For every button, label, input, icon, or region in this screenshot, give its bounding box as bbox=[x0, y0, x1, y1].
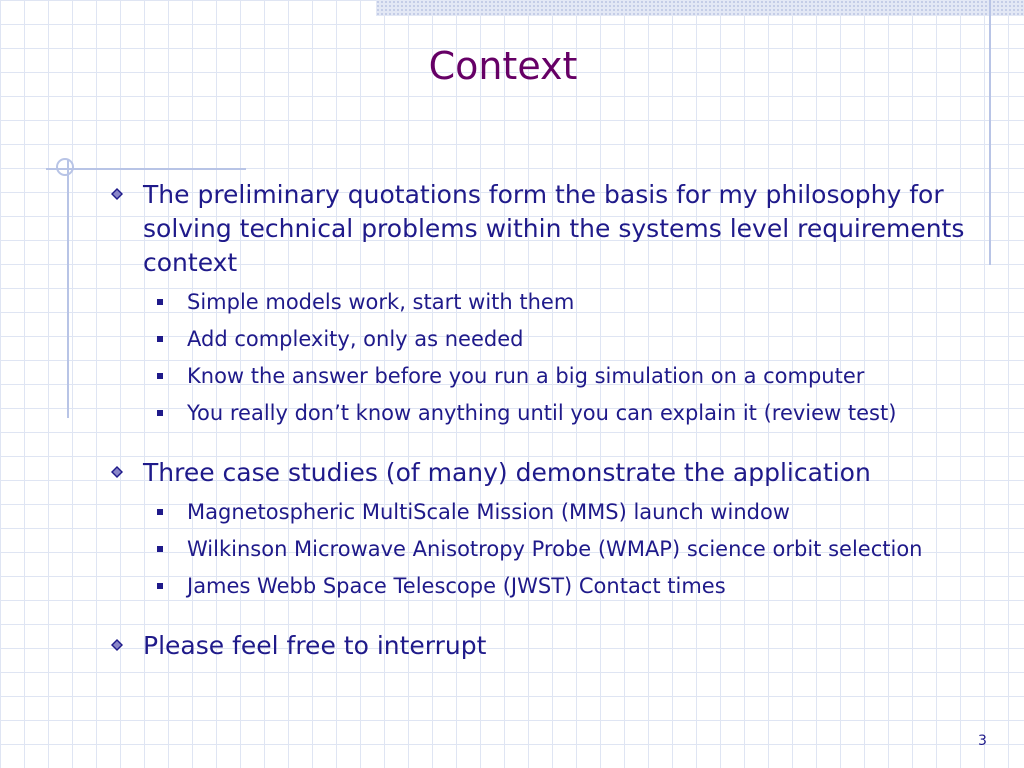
sub-bullet-item bbox=[108, 287, 968, 317]
bullet-list bbox=[108, 178, 968, 663]
square-bullet-icon bbox=[157, 546, 163, 552]
diamond-bullet-icon bbox=[111, 466, 123, 478]
decorative-horizontal-line bbox=[46, 168, 246, 170]
square-bullet-icon bbox=[157, 583, 163, 589]
sub-bullet-text: You really don’t know anything until you can explain it (review test) bbox=[187, 401, 897, 425]
diamond-bullet-icon bbox=[111, 188, 123, 200]
decorative-right-line bbox=[989, 0, 991, 265]
bullet-item bbox=[108, 629, 968, 663]
spacer bbox=[108, 601, 968, 629]
square-bullet-icon bbox=[157, 373, 163, 379]
sub-bullet-text: Simple models work, start with them bbox=[187, 290, 575, 314]
bullet-text: Three case studies (of many) demonstrate the application bbox=[143, 458, 871, 487]
sub-bullet-item bbox=[108, 398, 968, 428]
spacer bbox=[108, 428, 968, 456]
square-bullet-icon bbox=[157, 336, 163, 342]
sub-bullet-item bbox=[108, 324, 968, 354]
sub-bullet-text: Add complexity, only as needed bbox=[187, 327, 524, 351]
slide-title: Context bbox=[428, 44, 578, 88]
bullet-text: The preliminary quotations form the basis for my philosophy for solving technical problems within the systems level requirements context bbox=[143, 180, 965, 277]
sub-bullet-text: James Webb Space Telescope (JWST) Contact times bbox=[187, 574, 726, 598]
decorative-top-band bbox=[376, 0, 1024, 16]
diamond-bullet-icon bbox=[111, 639, 123, 651]
bullet-item bbox=[108, 456, 968, 490]
decorative-left-line bbox=[67, 160, 69, 418]
sub-bullet-text: Know the answer before you run a big simulation on a computer bbox=[187, 364, 865, 388]
square-bullet-icon bbox=[157, 299, 163, 305]
sub-bullet-item bbox=[108, 571, 968, 601]
page-number: 3 bbox=[978, 733, 987, 749]
decorative-circle bbox=[56, 158, 74, 176]
sub-bullet-text: Wilkinson Microwave Anisotropy Probe (WMAP) science orbit selection bbox=[187, 537, 923, 561]
sub-bullet-text: Magnetospheric MultiScale Mission (MMS) launch window bbox=[187, 500, 790, 524]
sub-bullet-item bbox=[108, 534, 968, 564]
square-bullet-icon bbox=[157, 509, 163, 515]
bullet-item bbox=[108, 178, 968, 280]
sub-bullet-item bbox=[108, 497, 968, 527]
bullet-text: Please feel free to interrupt bbox=[143, 631, 487, 660]
square-bullet-icon bbox=[157, 410, 163, 416]
sub-bullet-item bbox=[108, 361, 968, 391]
